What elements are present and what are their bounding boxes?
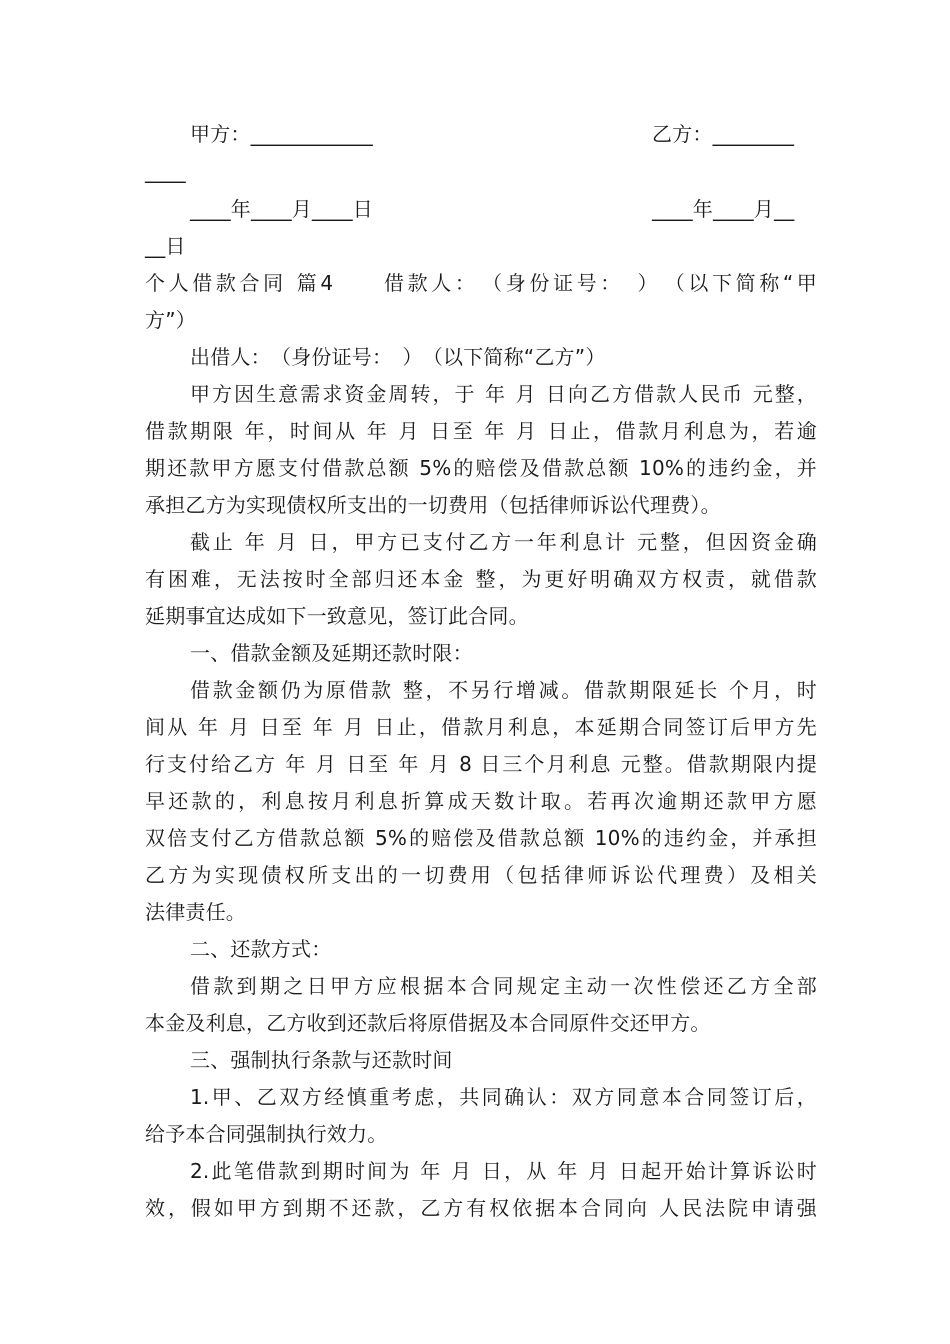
- party-b-date-line: ____年____月__: [652, 197, 795, 221]
- paragraph-line: 有困难，无法按时全部归还本金 整，为更好明确双方权责，就借款: [145, 567, 817, 591]
- paragraph-line: 借款期限 年，时间从 年 月 日至 年 月 日止，借款月利息为，若逾: [145, 419, 817, 443]
- paragraph-line: 借款到期之日甲方应根据本合同规定主动一次性偿还乙方全部: [190, 974, 817, 998]
- clause-line: 效，假如甲方到期不还款，乙方有权依据本合同向 人民法院申请强: [145, 1196, 817, 1220]
- paragraph-line: 本金及利息，乙方收到还款后将原借据及本合同原件交还甲方。: [145, 1011, 711, 1035]
- contract-title-line: 个人借款合同 篇4 借款人： （身份证号： ） （以下简称“甲: [145, 271, 817, 295]
- clause-line: 1.甲、乙双方经慎重考虑，共同确认：双方同意本合同签订后，: [190, 1085, 817, 1109]
- paragraph-line: 借款金额仍为原借款 整，不另行增减。借款期限延长 个月，时: [190, 678, 817, 702]
- party-b-date-line-cont: __日: [145, 234, 186, 258]
- party-b-signature-line: 乙方：________: [652, 122, 795, 146]
- section-heading: 三、强制执行条款与还款时间: [190, 1048, 453, 1072]
- paragraph-line: 早还款的，利息按月利息折算成天数计取。若再次逾期还款甲方愿: [145, 789, 817, 813]
- paragraph-line: 甲方因生意需求资金周转，于 年 月 日向乙方借款人民币 元整，: [190, 382, 817, 406]
- paragraph-line: 期还款甲方愿支付借款总额 5%的赔偿及借款总额 10%的违约金，并: [145, 456, 817, 480]
- contract-title-line-cont: 方”）: [145, 308, 196, 332]
- paragraph-line: 法律责任。: [145, 900, 246, 924]
- clause-line: 给予本合同强制执行效力。: [145, 1122, 388, 1146]
- section-heading: 一、借款金额及延期还款时限：: [190, 641, 473, 665]
- paragraph-line: 双倍支付乙方借款总额 5%的赔偿及借款总额 10%的违约金，并承担: [145, 826, 817, 850]
- party-b-signature-line-cont: ____: [145, 159, 186, 183]
- lender-line: 出借人： （身份证号： ） （以下简称“乙方”）: [190, 345, 606, 369]
- party-a-date-line: ____年____月____日: [190, 197, 373, 221]
- clause-line: 2.此笔借款到期时间为 年 月 日，从 年 月 日起开始计算诉讼时: [190, 1159, 817, 1183]
- paragraph-line: 乙方为实现债权所支出的一切费用（包括律师诉讼代理费）及相关: [145, 863, 817, 887]
- section-heading: 二、还款方式：: [190, 937, 332, 961]
- paragraph-line: 截止 年 月 日，甲方已支付乙方一年利息计 元整，但因资金确: [190, 530, 817, 554]
- paragraph-line: 承担乙方为实现债权所支出的一切费用（包括律师诉讼代理费）。: [145, 493, 721, 517]
- party-a-signature-line: 甲方：____________: [190, 122, 373, 146]
- paragraph-line: 间从 年 月 日至 年 月 日止，借款月利息，本延期合同签订后甲方先: [145, 715, 817, 739]
- paragraph-line: 延期事宜达成如下一致意见，签订此合同。: [145, 604, 529, 628]
- paragraph-line: 行支付给乙方 年 月 日至 年 月 8 日三个月利息 元整。借款期限内提: [145, 752, 817, 776]
